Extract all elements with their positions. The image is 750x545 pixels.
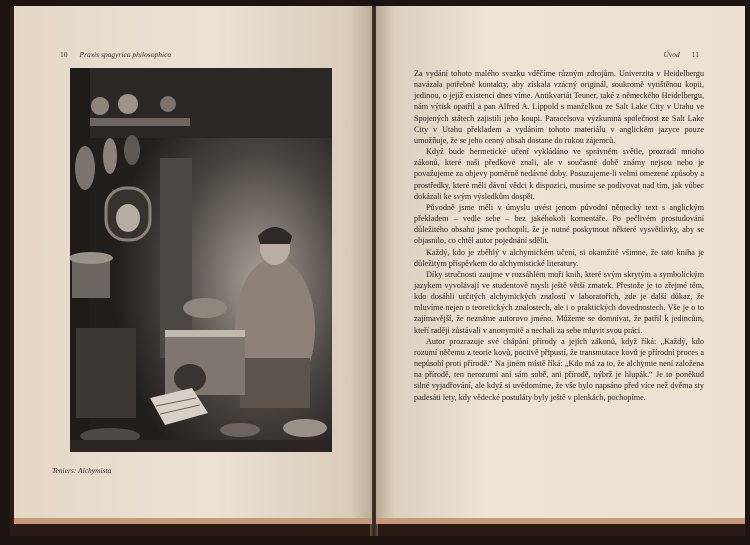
running-title: Praxis spagyrica philosophica <box>79 50 172 59</box>
figure-caption: Teniers: Alchymista <box>52 466 112 475</box>
alchemist-engraving-image <box>70 68 332 452</box>
paragraph: Původně jsme měli v úmyslu uvést jenom původní německý text s anglickým překladem – vedle sebe – bez jakéhokoli komentáře. Po pečlivém prostudování důležitého obsahu jsme pochopili, že je nutné poskytnout některé vysvětlivky, aby se objasnilo, co chtěl autor pojednání sdělit. <box>414 202 704 246</box>
right-page <box>376 6 745 524</box>
paragraph: Autor prozrazuje své chápání přírody a jejích zákonů, když říká: „Každý, kdo rozumí něčemu z teorie kovů, poctivě připustí, že transmutace kovů je přírodní proces a nepůsobí proti přírodě.“ Na jiném místě říká: „Kdo má za to, že alchymie není založena na přírodě, ten nerozumí ani sám sobě, ani přírodě, nýbrž je hlupák.“ Je to poněkud silné vyjadřování, ale když si uvědomíme, že vše bylo napsáno před více než dvěma sty padesáti lety, kdy vědecké postuláty byly ještě v plenkách, pochopíme. <box>414 336 704 402</box>
paragraph: Když bude hermetické učení vykládáno ve správném světle, prozradí mnoho zákonů, které naši předkové znali, ale v současné době známy nejsou nebo je považujeme za objevy poměrně nedávné doby. Posuzujeme-li velmi omezené způsoby a prostředky, které měli dávní vědci k dispozici, musíme se podivovat nad tím, jak vůbec dokázali ke svým výsledkům dospět. <box>414 147 704 201</box>
page-number: 11 <box>691 50 699 59</box>
running-title: Úvod <box>663 50 680 59</box>
book-spread <box>10 6 745 536</box>
paragraph: Díky stručnosti zaujme v rozsáhlém moři knih, které svým skrytým a symbolickým jazykem vyvolávají ve studentově mysli ještě větší zmatek. Přestože je to zřejmé těm, kdo dosáhli určitých alchymických znalostí v laboratořích, zde je další důkaz, že mluvíme nejen o teoretických znalostech, ale i o praktických dovednostech. Vše je o to zajímavější, že neznáme autorovo jméno. Můžeme se domnívat, že patřil k jedincům, kteří raději zůstávali v anonymitě a nechali za sebe mluvit svou práci. <box>414 269 704 335</box>
right-page-header <box>664 50 699 59</box>
paragraph: Každý, kdo je zběhlý v alchymickém učení, si okamžitě všimne, že tato kniha je důležitým příspěvkem do alchymistické literatury. <box>414 247 704 268</box>
left-page-header <box>60 50 171 59</box>
paragraph: Za vydání tohoto malého svazku vděčíme různým zdrojům. Univerzita v Heidelbergu navázala potřebné kontakty, aby získala vzácný originál, soukromě vytištěnou kopii, jedinou, o jejíž existenci dnes víme. Antikvariát Teuner, také z německého Heidelbergu, nám výtisk opatřil a pan Alfred A. Lippold s manželkou ze Salt Lake City v Utahu ve Spojených státech zajistili jeho koupi. Paracelsova výzkumná společnost ze Salt Lake City v Utahu překladem a vydáním tohoto materiálu v anglickém jazyce pouze umožňuje, že se jeho cenný obsah dostane do rukou zájemců. <box>414 69 704 145</box>
body-text <box>414 68 704 403</box>
left-page <box>14 6 372 524</box>
page-number: 10 <box>60 50 68 59</box>
engraving-illustration <box>70 68 332 452</box>
